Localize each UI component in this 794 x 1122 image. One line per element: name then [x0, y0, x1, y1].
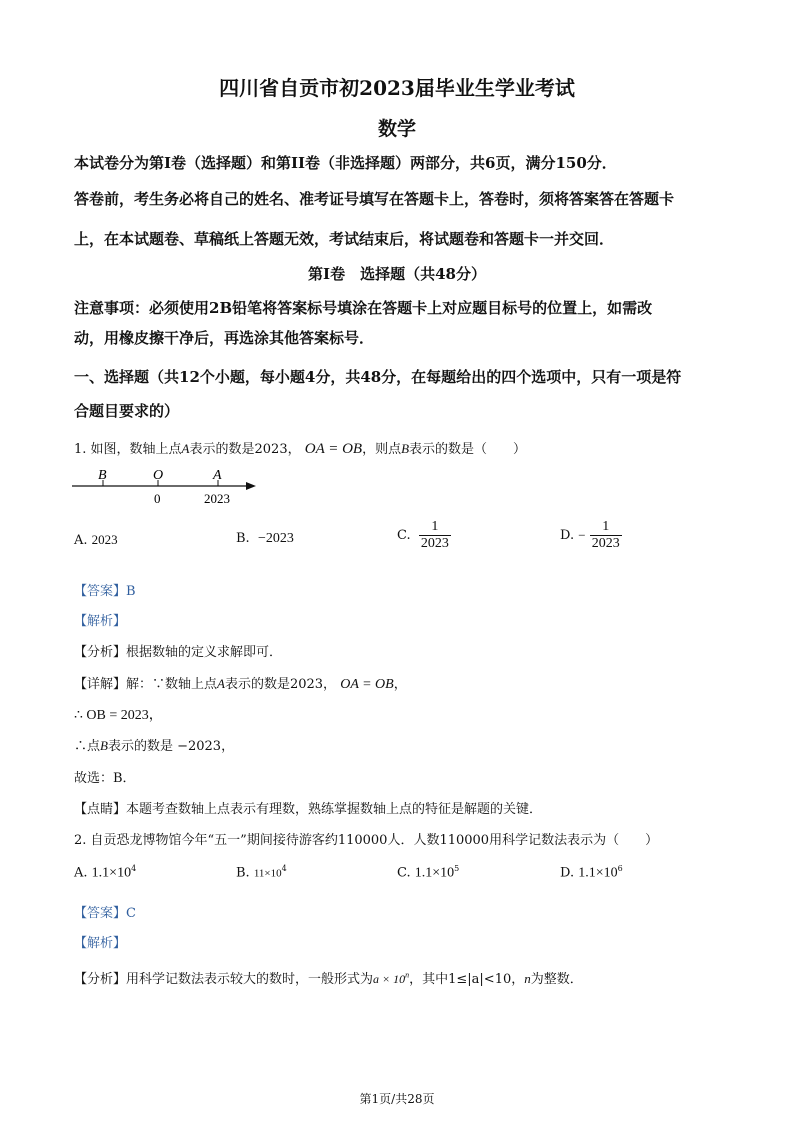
q2-fenxi: 【分析】用科学记数法表示较大的数时，一般形式为$a \times 10^n$，其中1≤|a|<10，n为整数． [74, 970, 583, 987]
q1-analysis-tag: 【解析】 [74, 614, 127, 629]
q1-stem: 1. 如图，数轴上点A表示的数是2023， OA = OB，则点B表示的数是（ ） [74, 441, 527, 457]
page-number: 第1页/共28页 [359, 1092, 435, 1106]
label-b: B [98, 468, 107, 483]
number-line [70, 466, 260, 510]
q1-option-d: D. − $\frac{1}{2023}$ [560, 519, 620, 551]
q1-fenxi: 【分析】根据数轴的定义求解即可． [74, 645, 283, 660]
q1-choose: 故选：B． [74, 771, 136, 786]
q2-option-d: D. $1.1\times 10^6$ [560, 864, 623, 881]
notice-line-2: 动，用橡皮擦干净后，再选涂其他答案标号． [74, 329, 375, 347]
q2-analysis-tag: 【解析】 [74, 936, 127, 951]
q2-option-a: A. $1.1\times 10^4$ [74, 864, 137, 881]
q1-xiangjie: 【详解】解：∵数轴上点A表示的数是2023， OA = OB， [74, 676, 407, 692]
q2-stem: 2. 自贡恐龙博物馆今年“五一”期间接待游客约110000人．人数110000用科学记数法表示为（ ） [74, 833, 659, 848]
part-heading-1: 一、选择题（共12个小题，每小题4分，共48分，在每题给出的四个选项中，只有一项是符 [74, 368, 682, 386]
subject-title: 数学 [377, 118, 416, 140]
q1-step-1: ∴ OB = 2023， [74, 708, 163, 723]
q1-step-2: ∴点B表示的数是 −2023， [74, 738, 235, 754]
q1-option-c: C. $\frac{1}{2023}$ [397, 519, 449, 551]
intro-line-3: 上，在本试题卷、草稿纸上答题无效，考试结束后，将试题卷和答题卡一并交回． [74, 230, 615, 248]
tick-label-2023: 2023 [204, 491, 230, 506]
part-heading-2: 合题目要求的） [74, 402, 180, 420]
number-line-arrow [246, 482, 256, 490]
q1-dianjing: 【点睛】本题考查数轴上点表示有理数，熟练掌握数轴上点的特征是解题的关键． [74, 802, 543, 817]
q1-option-a: A. 2023 [74, 532, 118, 548]
q2-option-b: B. $11\times 10^4$ [236, 864, 287, 881]
label-o: O [153, 468, 164, 483]
q1-answer: 【答案】B [74, 584, 136, 599]
intro-line-1: 本试卷分为第I卷（选择题）和第II卷（非选择题）两部分，共6页，满分150分． [74, 154, 617, 172]
label-a: A [213, 468, 222, 483]
q2-answer: 【答案】C [74, 906, 136, 921]
page-title: 四川省自贡市初2023届毕业生学业考试 [219, 76, 575, 100]
tick-label-0: 0 [154, 491, 161, 506]
section-heading: 第I卷 选择题（共48分） [308, 265, 486, 283]
intro-line-2: 答卷前，考生务必将自己的姓名、准考证号填写在答题卡上，答卷时，须将答案答在答题卡 [74, 190, 675, 208]
notice-line-1: 注意事项：必须使用2B铅笔将答案标号填涂在答题卡上对应题目标号的位置上，如需改 [74, 299, 653, 317]
q1-option-b: B. −2023 [236, 531, 294, 546]
q2-option-c: C. $1.1\times 10^5$ [397, 864, 460, 881]
